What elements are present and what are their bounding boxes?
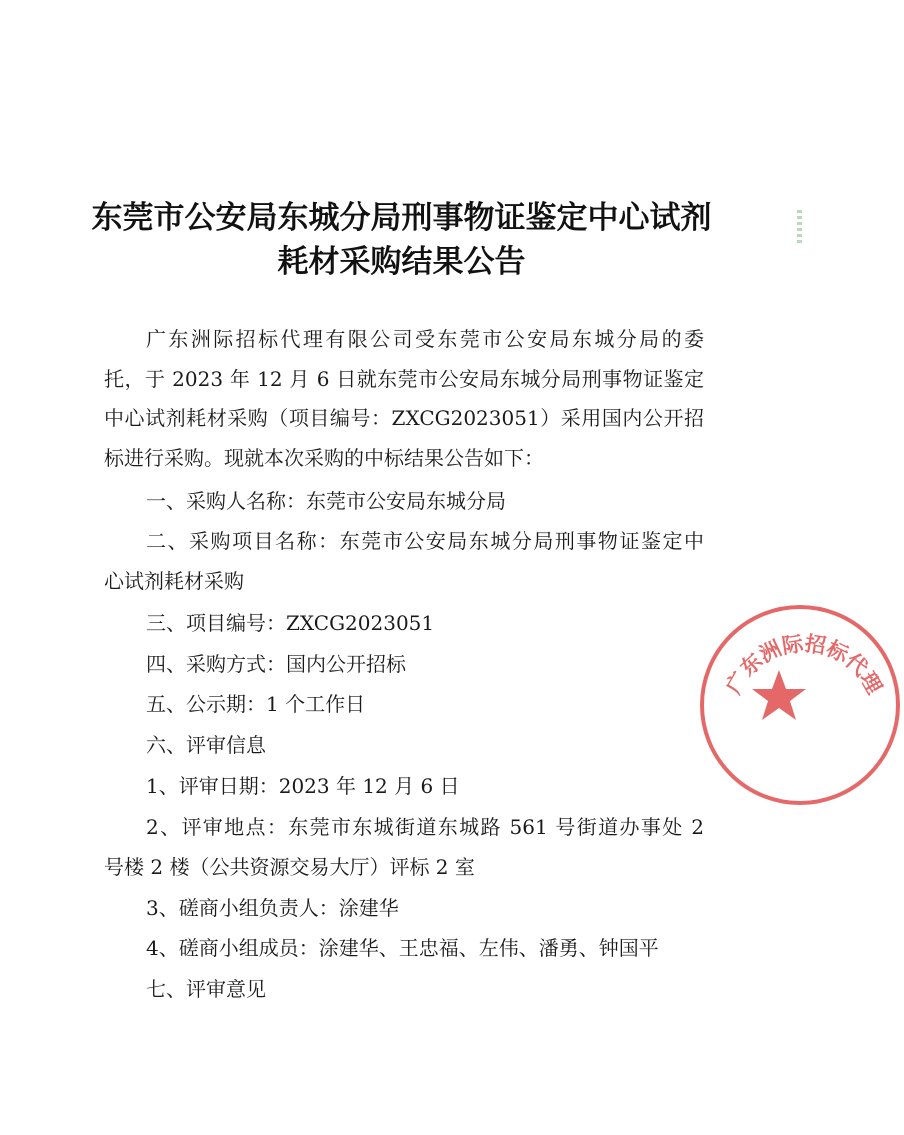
intro-line-2: 托，于 2023 年 12 月 6 日就东莞市公安局东城分局刑事物证鉴定: [104, 367, 704, 391]
publicity-period-line: 五、公示期：1 个工作日: [146, 692, 366, 716]
star-icon: [752, 670, 806, 720]
review-opinion-heading: 七、评审意见: [146, 977, 266, 1001]
scan-edge-mark: [797, 210, 802, 244]
seal-text: 广东洲际招标代理: [721, 631, 887, 698]
panel-leader-line: 3、磋商小组负责人：涂建华: [146, 896, 399, 920]
company-seal-stamp: [700, 605, 900, 805]
review-info-heading: 六、评审信息: [146, 733, 266, 757]
title-line-2: 耗材采购结果公告: [277, 244, 526, 280]
seal-graphic: [704, 609, 904, 809]
intro-line-1: 广东洲际招标代理有限公司受东莞市公安局东城分局的委: [146, 327, 704, 351]
project-name-line-2: 心试剂耗材采购: [104, 569, 244, 593]
project-number-line: 三、项目编号：ZXCG2023051: [146, 611, 435, 635]
intro-line-4: 标进行采购。现就本次采购的中标结果公告如下：: [104, 446, 544, 470]
review-place-line-2: 号楼 2 楼（公共资源交易大厅）评标 2 室: [104, 855, 475, 879]
procurement-method-line: 四、采购方式：国内公开招标: [146, 652, 406, 676]
intro-line-3: 中心试剂耗材采购（项目编号：ZXCG2023051）采用国内公开招: [104, 406, 704, 430]
title-line-1: 东莞市公安局东城分局刑事物证鉴定中心试剂: [91, 200, 712, 236]
review-date-line: 1、评审日期：2023 年 12 月 6 日: [146, 774, 460, 798]
project-name-line-1: 二、采购项目名称：东莞市公安局东城分局刑事物证鉴定中: [146, 529, 704, 553]
purchaser-line: 一、采购人名称：东莞市公安局东城分局: [146, 489, 506, 513]
review-place-line-1: 2、评审地点：东莞市东城街道东城路 561 号街道办事处 2: [146, 815, 704, 839]
panel-members-line: 4、磋商小组成员：涂建华、王忠福、左伟、潘勇、钟国平: [146, 936, 659, 960]
